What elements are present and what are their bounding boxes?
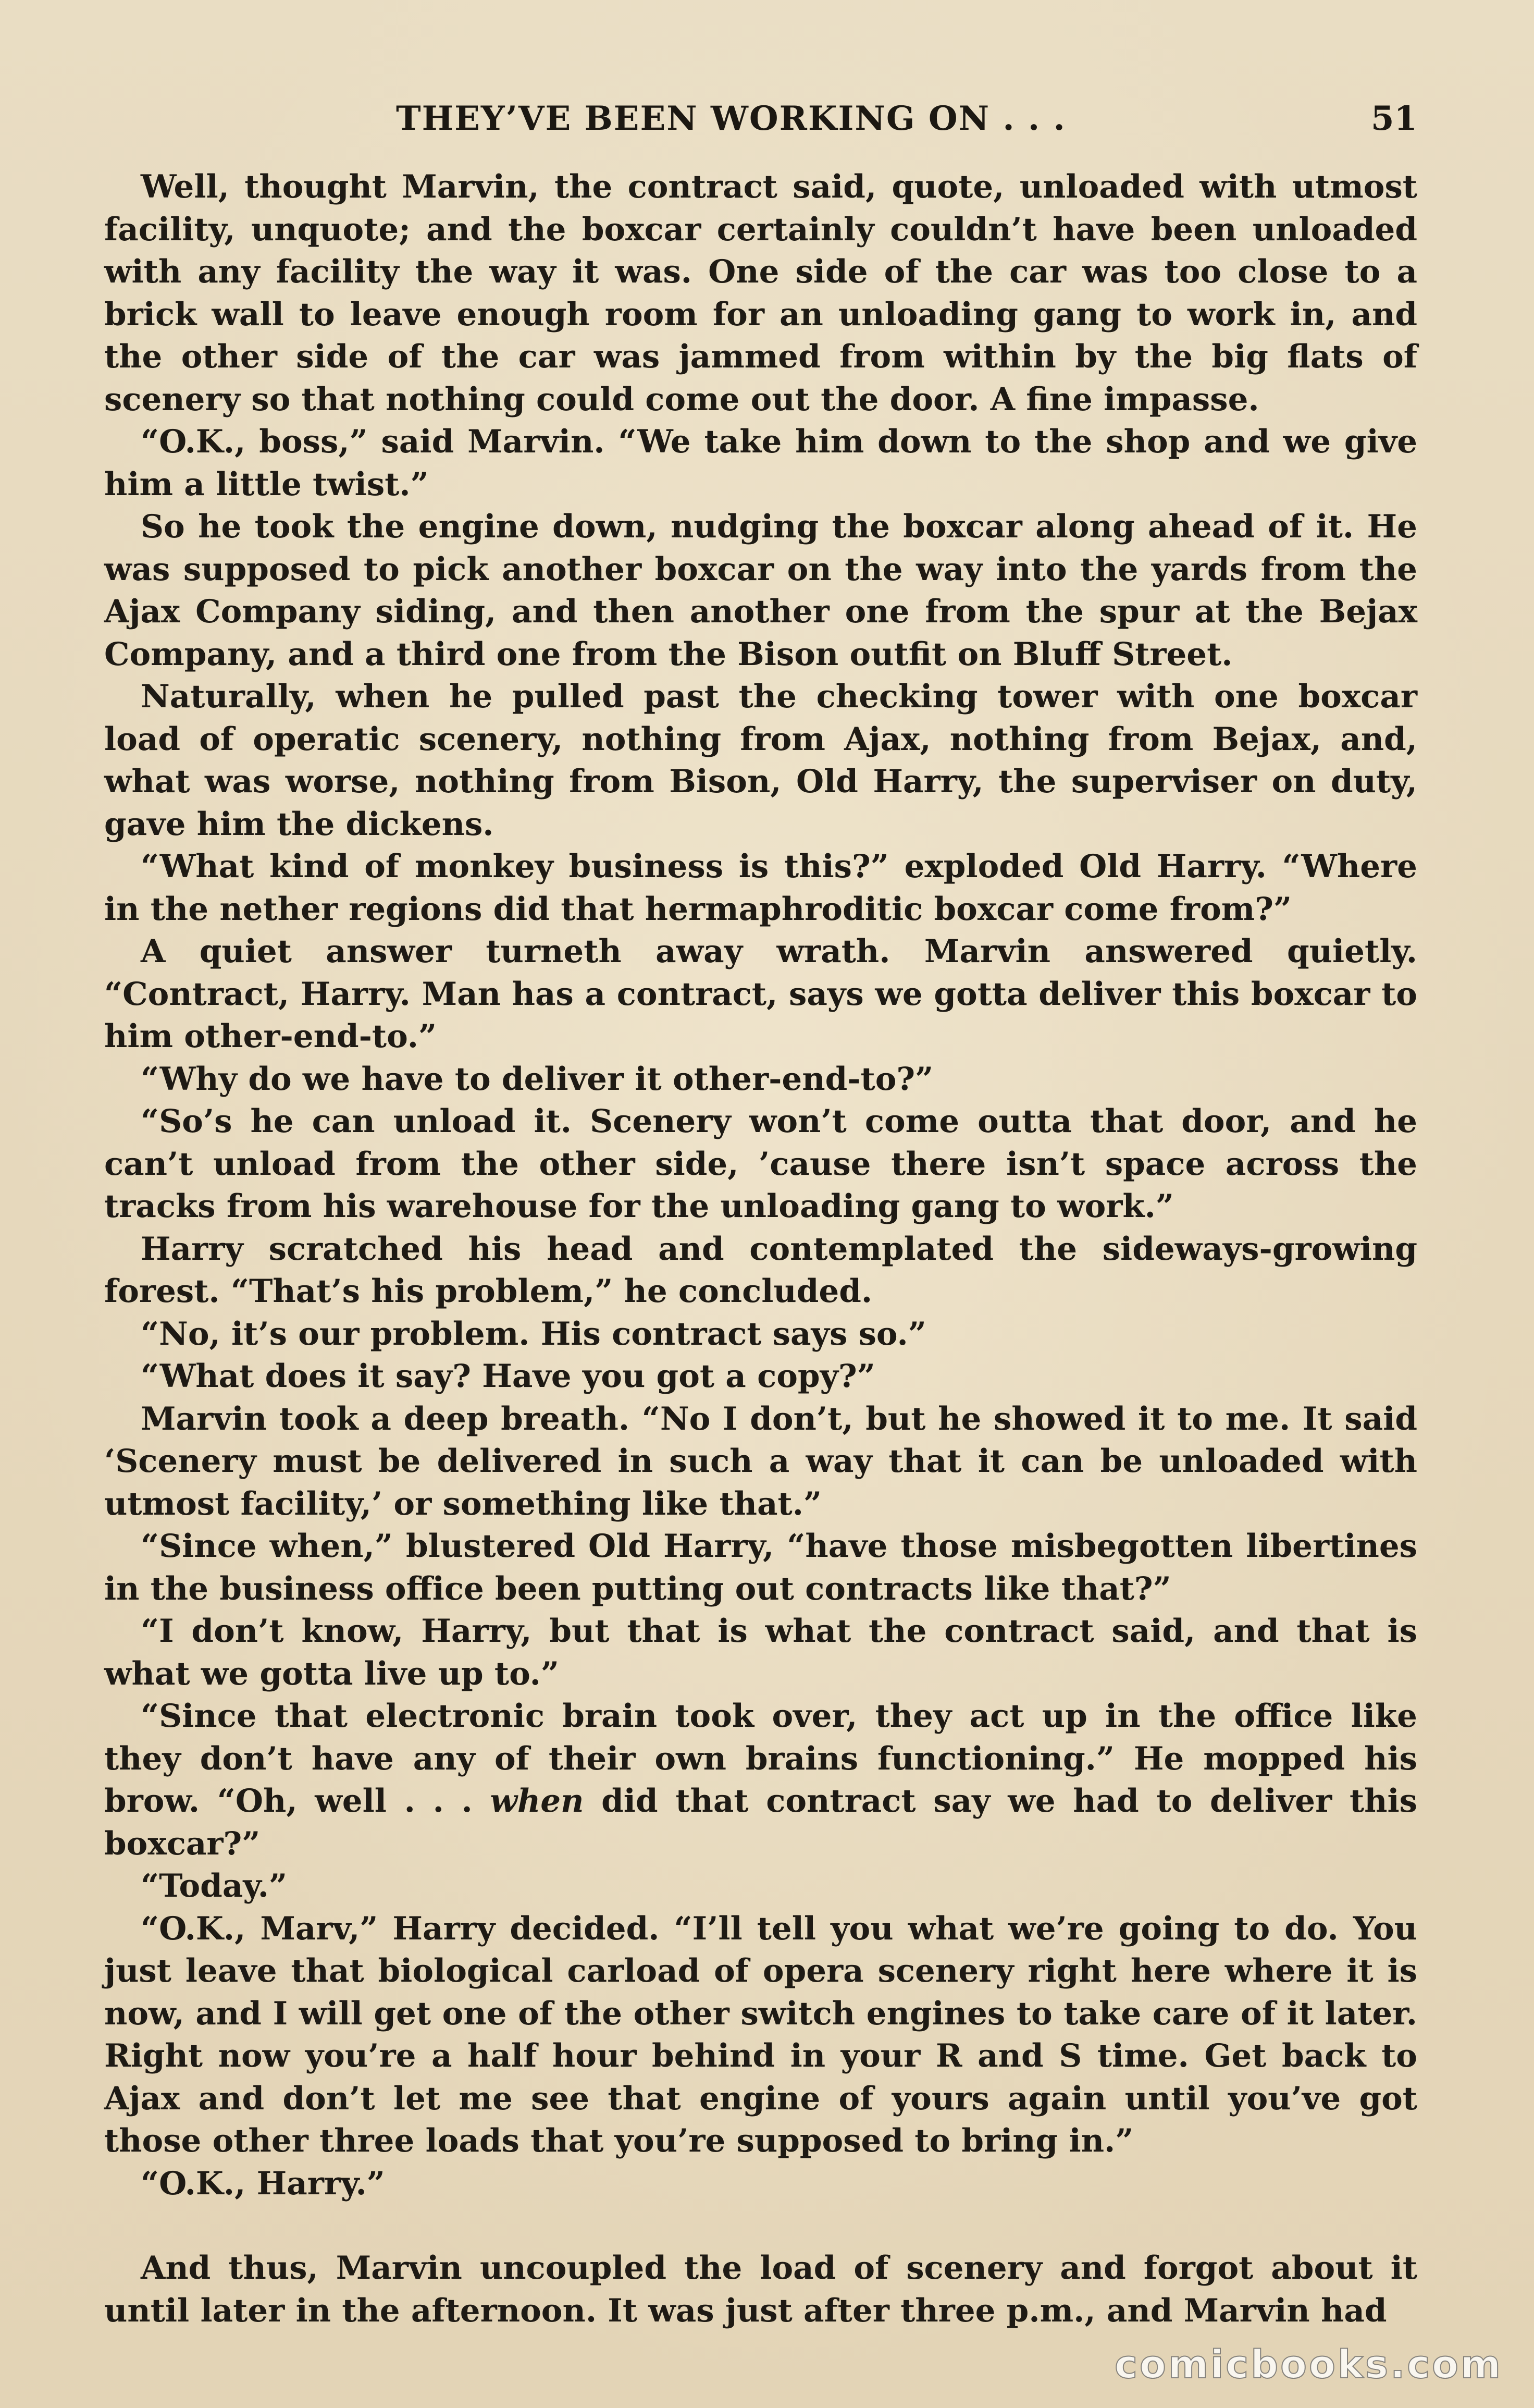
paragraph: Well, thought Marvin, the contract said, quote, unloaded with utmost facility, unquote; and the boxcar certainly couldn’t have been unloaded with any facility the way it was. One side of the car was too close to a brick wall to leave enough room for an unloading gang to work in, and the other side of the car was jammed from within by the big flats of scenery so that nothing could come out the door. A fine impasse. [104,168,1417,418]
paragraph: “Since when,” blustered Old Harry, “have those misbegotten libertines in the business office been putting out contracts like that?” [104,1528,1417,1607]
paragraph: “O.K., boss,” said Marvin. “We take him down to the shop and we give him a little twist.” [104,423,1417,503]
paragraph: “Today.” [141,1868,288,1905]
paragraph: Harry scratched his head and contemplated the sideways-growing forest. “That’s his problem,” he concluded. [104,1230,1417,1310]
italic-word: when [490,1783,584,1820]
paragraph: “O.K., Marv,” Harry decided. “I’ll tell you what we’re going to do. You just leave that biological carload of opera scenery right here where it is now, and I will get one of the other switch engines to take care of it later. Right now you’re a half hour behind in your R and S time. Get back to Ajax and don’t let me see that engine of yours again until you’ve got those other three loads that you’re supposed to bring in.” [104,1910,1417,2159]
paragraph: Marvin took a deep breath. “No I don’t, but he showed it to me. It said ‘Scenery must be delivered in such a way that it can be unloaded with utmost facility,’ or something like that.” [104,1400,1417,1522]
running-title: THEY’VE BEEN WORKING ON . . . [396,99,1066,138]
paragraph: “So’s he can unload it. Scenery won’t come outta that door, and he can’t unload from the other side, ’cause there isn’t space across the tracks from his warehouse for the unloading gang to work.” [104,1103,1417,1225]
paragraph: “I don’t know, Harry, but that is what the contract said, and that is what we gotta live up to.” [104,1613,1417,1692]
paragraph: “Why do we have to deliver it other-end-to?” [141,1060,934,1098]
page-number: 51 [1370,99,1417,138]
paragraph-text: “Since that electronic brain took over, they act up in the office like they don’t have any of their own brains functioning.” He mopped his brow. “Oh, well . . . [104,1698,1417,1820]
paragraph: “No, it’s our problem. His contract says so.” [141,1315,926,1353]
paragraph: A quiet answer turneth away wrath. Marvin answered quietly. “Contract, Harry. Man has a contract, says we gotta deliver this boxcar to him other-end-to.” [104,933,1417,1055]
paragraph: “O.K., Harry.” [141,2165,385,2202]
paragraph-text: did that contract say we had to deliver this boxcar?” [104,1783,1417,1862]
body-text [104,166,1417,2332]
paragraph: Naturally, when he pulled past the checking tower with one boxcar load of operatic scenery, nothing from Ajax, nothing from Bejax, and, what was worse, nothing from Bison, Old Harry, the superviser on duty, gave him the dickens. [104,678,1417,843]
page-header [104,99,1417,156]
paragraph [104,1695,1417,1865]
paragraph: And thus, Marvin uncoupled the load of scenery and forgot about it until later in the afternoon. It was just after three p.m., and Marvin had [104,2250,1417,2329]
paragraph: “What does it say? Have you got a copy?” [141,1358,875,1395]
paragraph: “What kind of monkey business is this?” exploded Old Harry. “Where in the nether regions did that hermaphroditic boxcar come from?” [104,848,1417,928]
paragraph: So he took the engine down, nudging the boxcar along ahead of it. He was supposed to pick another boxcar on the way into the yards from the Ajax Company siding, and then another one from the spur at the Bejax Company, and a third one from the Bison outfit on Bluff Street. [104,508,1417,673]
watermark: comicbooks.com [1115,2342,1503,2387]
